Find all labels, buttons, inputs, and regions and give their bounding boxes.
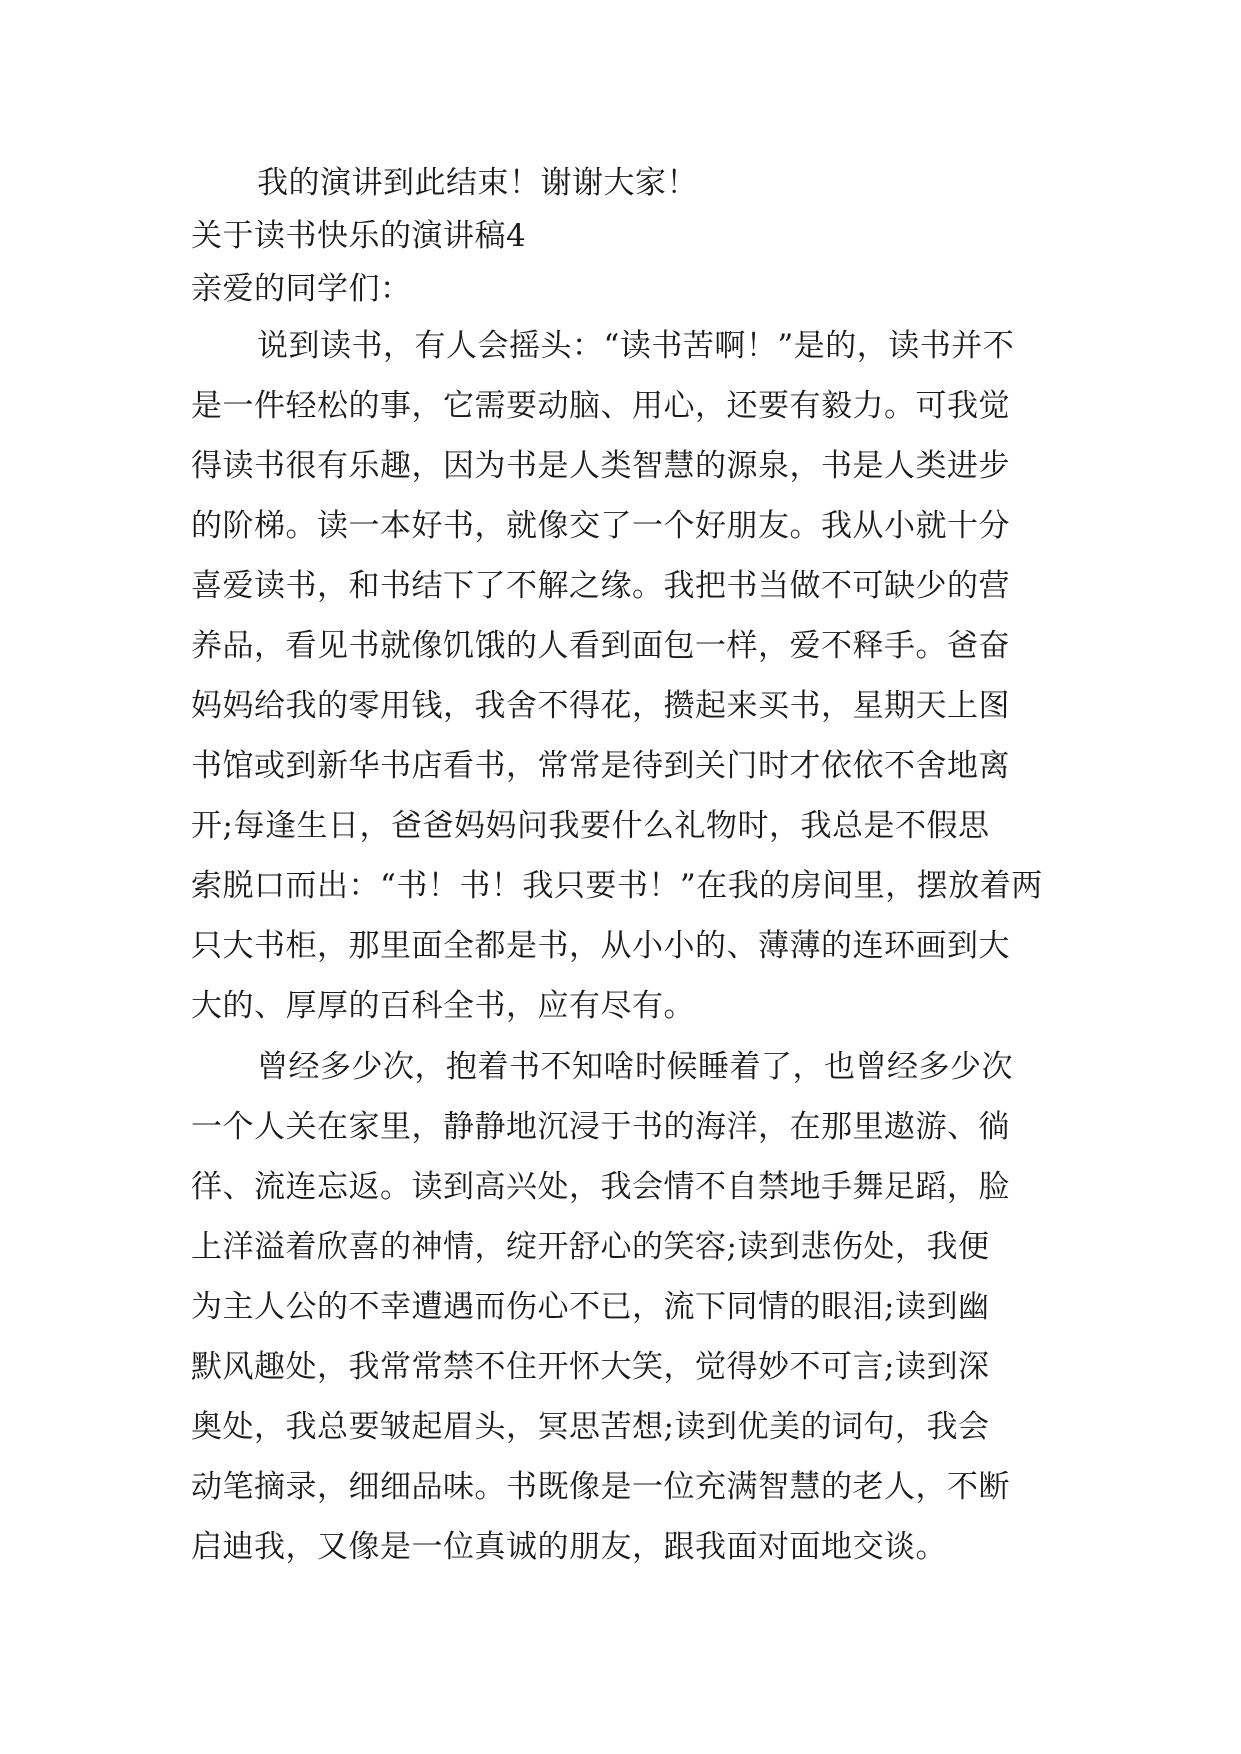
- paragraph-1: [191, 316, 1051, 1036]
- paragraph-line: 说到读书，有人会摇头：“读书苦啊！”是的，读书并不: [257, 328, 1015, 364]
- paragraph-line: 默风趣处，我常常禁不住开怀大笑，觉得妙不可言;读到深: [191, 1349, 990, 1385]
- paragraph-line: 曾经多少次，抱着书不知啥时候睡着了，也曾经多少次: [257, 1049, 1013, 1085]
- paragraph-line: 大的、厚厚的百科全书，应有尽有。: [191, 988, 695, 1024]
- speech-title: 关于读书快乐的演讲稿4: [191, 218, 527, 254]
- paragraph-line: 启迪我，又像是一位真诚的朋友，跟我面对面地交谈。: [191, 1529, 947, 1565]
- paragraph-line: 只大书柜，那里面全都是书，从小小的、薄薄的连环画到大: [191, 928, 1010, 964]
- paragraph-line: 奥处，我总要皱起眉头，冥思苦想;读到优美的词句，我会: [191, 1409, 990, 1445]
- paragraph-line: 上洋溢着欣喜的神情，绽开舒心的笑容;读到悲伤处，我便: [191, 1229, 990, 1265]
- paragraph-line: 是一件轻松的事，它需要动脑、用心，还要有毅力。可我觉: [191, 388, 1010, 424]
- paragraph-line: 书馆或到新华书店看书，常常是待到关门时才依依不舍地离: [191, 748, 1010, 784]
- paragraph-line: 开;每逢生日，爸爸妈妈问我要什么礼物时，我总是不假思: [191, 808, 990, 844]
- paragraph-line: 妈妈给我的零用钱，我舍不得花，攒起来买书，星期天上图: [191, 688, 1010, 724]
- paragraph-line: 的阶梯。读一本好书，就像交了一个好朋友。我从小就十分: [191, 508, 1010, 544]
- paragraph-2: [191, 1037, 1051, 1577]
- closing-line: 我的演讲到此结束！谢谢大家！: [257, 165, 698, 201]
- paragraph-line: 动笔摘录，细细品味。书既像是一位充满智慧的老人，不断: [191, 1469, 1010, 1505]
- paragraph-line: 为主人公的不幸遭遇而伤心不已，流下同情的眼泪;读到幽: [191, 1289, 990, 1325]
- salutation: 亲爱的同学们：: [191, 271, 412, 307]
- paragraph-line: 徉、流连忘返。读到高兴处，我会情不自禁地手舞足蹈，脸: [191, 1169, 1010, 1205]
- paragraph-line: 喜爱读书，和书结下了不解之缘。我把书当做不可缺少的营: [191, 568, 1010, 604]
- paragraph-line: 养品，看见书就像饥饿的人看到面包一样，爱不释手。爸奋: [191, 628, 1010, 664]
- paragraph-line: 得读书很有乐趣，因为书是人类智慧的源泉，书是人类进步: [191, 448, 1010, 484]
- document-body: [191, 157, 1051, 1577]
- paragraph-line: 一个人关在家里，静静地沉浸于书的海洋，在那里遨游、徜: [191, 1109, 1010, 1145]
- paragraph-line: 索脱口而出：“书！书！我只要书！”在我的房间里，摆放着两: [191, 868, 1043, 904]
